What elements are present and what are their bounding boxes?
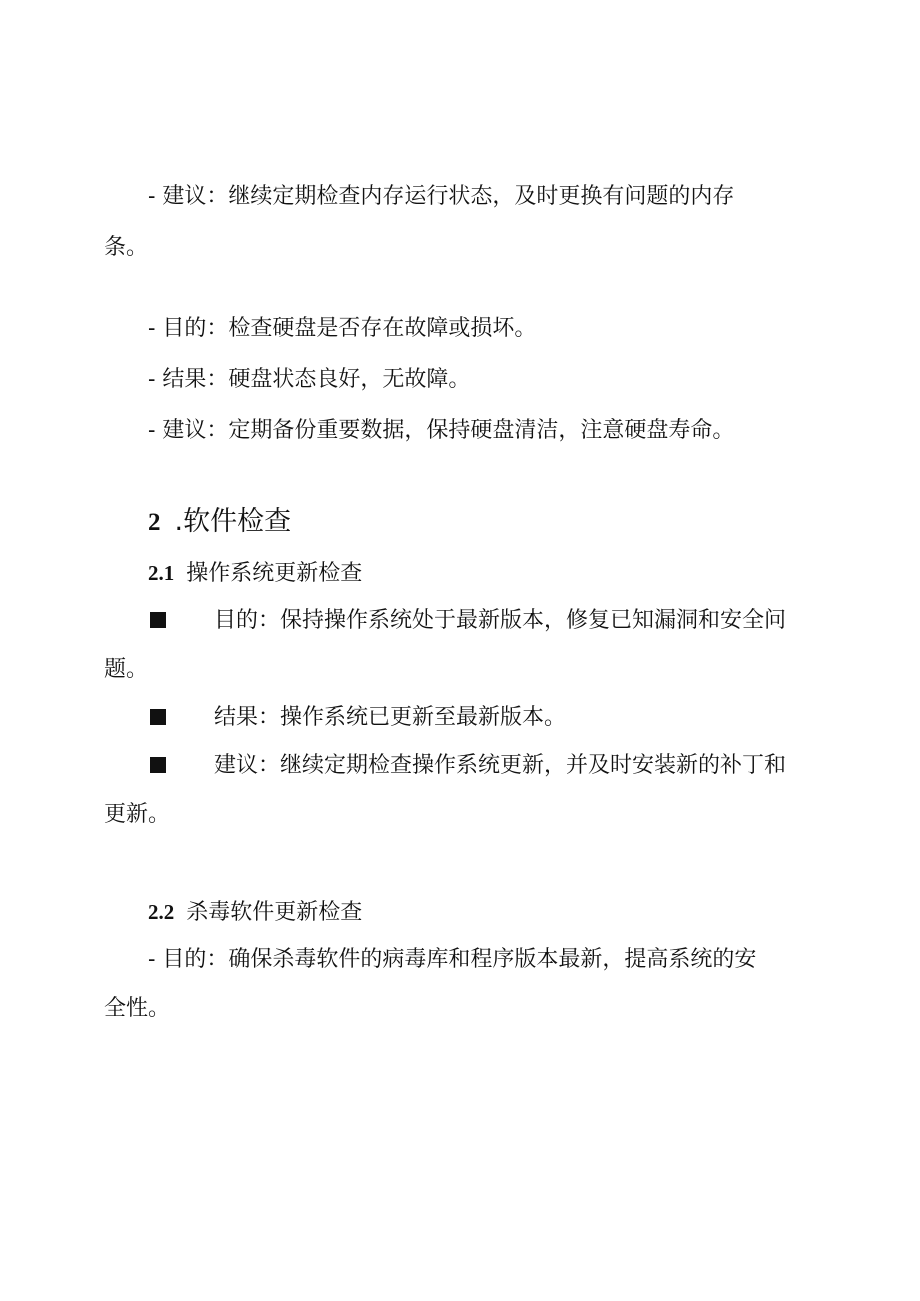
memory-advice-line-1: - 建议：继续定期检查内存运行状态，及时更换有问题的内存 (148, 184, 735, 209)
os-purpose-line-1: 目的：保持操作系统处于最新版本，修复已知漏洞和安全问 (214, 608, 787, 633)
section-2-2-heading (148, 897, 362, 928)
disk-advice: - 建议：定期备份重要数据，保持硬盘清洁，注意硬盘寿命。 (148, 418, 735, 443)
section-2-number: 2 (148, 509, 161, 536)
black-square-icon (150, 612, 166, 628)
section-2-1-title: 操作系统更新检查 (186, 561, 363, 586)
black-square-icon (150, 709, 166, 725)
os-result-text: 结果：操作系统已更新至最新版本。 (214, 705, 567, 730)
memory-advice-line-2: 条。 (104, 235, 149, 260)
disk-purpose: - 目的：检查硬盘是否存在故障或损坏。 (148, 316, 537, 341)
os-result-item (150, 703, 566, 733)
os-purpose-item (150, 606, 786, 636)
section-2-1-number: 2.1 (148, 561, 175, 585)
os-advice-item (150, 751, 786, 781)
section-2-2-number: 2.2 (148, 900, 175, 924)
section-2-1-heading (148, 558, 362, 589)
section-2-2-title: 杀毒软件更新检查 (186, 900, 363, 925)
antivirus-purpose-line-1: - 目的：确保杀毒软件的病毒库和程序版本最新，提高系统的安 (148, 947, 757, 972)
os-advice-line-2: 更新。 (104, 802, 171, 827)
black-square-icon (150, 757, 166, 773)
disk-result: - 结果：硬盘状态良好，无故障。 (148, 367, 471, 392)
section-2-heading (148, 505, 291, 540)
antivirus-purpose-line-2: 全性。 (104, 996, 171, 1021)
os-purpose-line-2: 题。 (104, 657, 149, 682)
os-advice-line-1: 建议：继续定期检查操作系统更新，并及时安装新的补丁和 (214, 753, 787, 778)
section-2-title: .软件检查 (174, 506, 292, 537)
